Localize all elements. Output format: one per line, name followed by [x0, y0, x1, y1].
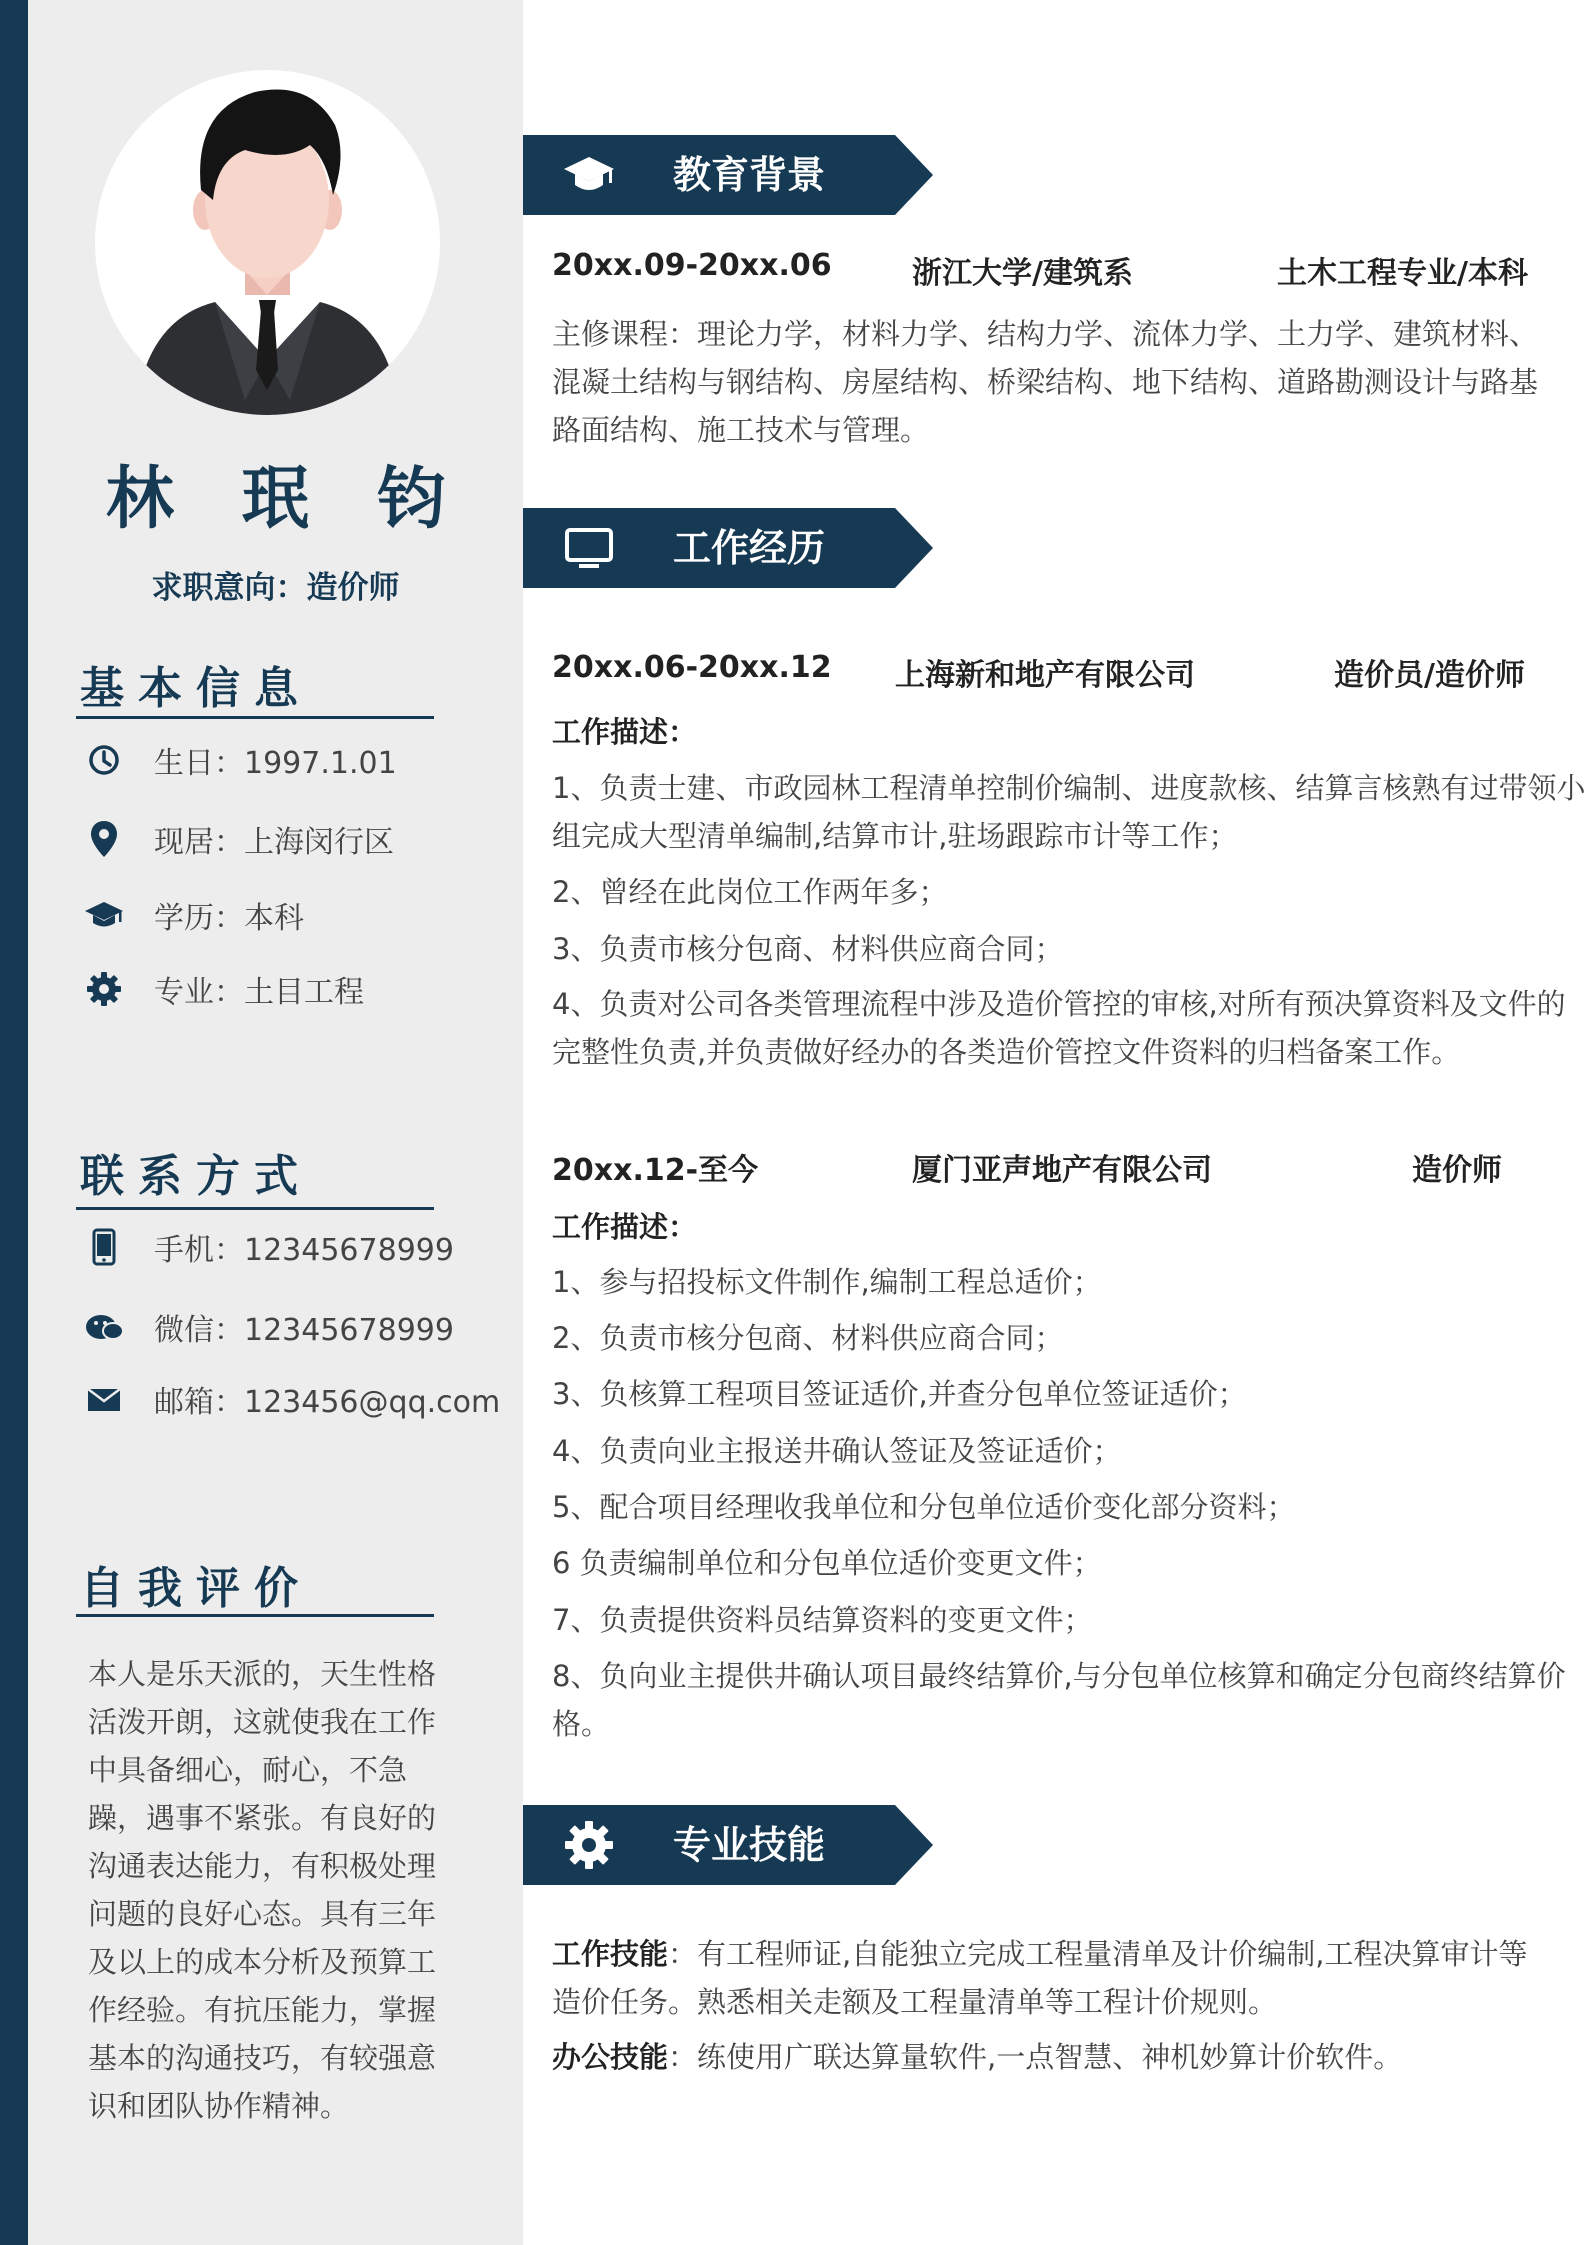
mail-icon: [84, 1379, 124, 1419]
job-2-company: 厦门亚声地产有限公司: [912, 1153, 1212, 1188]
basic-info-title: 基本信息: [80, 663, 312, 714]
education-row: [552, 248, 1527, 292]
contact-email-label: 邮箱：123456@qq.com: [154, 1385, 501, 1420]
candidate-name: 林 珉 钧: [105, 460, 468, 539]
contact-phone-label: 手机：12345678999: [154, 1233, 454, 1268]
phone-icon: [84, 1227, 124, 1267]
job-1-item-1-line-a: 1、负责士建、市政园林工程清单控制价编制、进度款核、结算言核熟有过带领小: [552, 771, 1586, 805]
info-education: [84, 893, 304, 937]
gear-icon: [563, 1819, 615, 1871]
education-major: 土木工程专业/本科: [1277, 256, 1528, 291]
skills-title: 专业技能: [673, 1823, 826, 1867]
skills-work-label: 工作技能: [552, 1937, 669, 1971]
self-eval-title: 自我评价: [80, 1563, 312, 1614]
skills-banner: [523, 1805, 933, 1885]
job-1-item-2: 2、曾经在此岗位工作两年多；: [552, 875, 948, 909]
job-1-row: [552, 650, 1527, 694]
info-residence-label: 现居：上海闵行区: [154, 825, 394, 860]
job-2-item-8-line-a: 8、负向业主提供井确认项目最终结算价,与分包单位核算和确定分包商终结算价: [552, 1659, 1566, 1693]
avatar: [95, 70, 440, 415]
basic-info-divider: [76, 716, 434, 719]
job-2-position: 造价师: [1412, 1153, 1502, 1188]
job-2-item-5: 5、配合项目经理收我单位和分包单位适价变化部分资料；: [552, 1490, 1296, 1524]
job-2-item-4: 4、负责向业主报送井确认签证及签证适价；: [552, 1434, 1122, 1468]
work-title: 工作经历: [673, 526, 826, 570]
wechat-icon: [84, 1307, 124, 1347]
education-date: 20xx.09-20xx.06: [552, 248, 832, 283]
info-major-label: 专业：土目工程: [154, 975, 364, 1010]
job-2-item-1: 1、参与招投标文件制作,编制工程总适价；: [552, 1265, 1102, 1299]
job-2-desc-label: 工作描述：: [552, 1210, 698, 1244]
job-1-date: 20xx.06-20xx.12: [552, 650, 832, 685]
contact-title: 联系方式: [80, 1151, 312, 1202]
graduation-cap-icon: [563, 149, 615, 201]
clock-icon: [84, 740, 124, 780]
job-2-item-6: 6 负责编制单位和分包单位适价变更文件；: [552, 1546, 1102, 1580]
skills-office: [552, 2033, 1547, 2081]
education-courses: 主修课程：理论力学，材料力学、结构力学、流体力学、土力学、建筑材料、混凝土结构与钢结构、房屋结构、桥梁结构、地下结构、道路勘测设计与路基路面结构、施工技术与管理。: [552, 317, 1539, 447]
self-eval-divider: [76, 1614, 434, 1617]
job-2-item-3: 3、负核算工程项目签证适价,并查分包单位签证适价；: [552, 1377, 1247, 1411]
left-accent-stripe: [0, 0, 28, 2245]
info-residence: [84, 817, 394, 861]
info-birthday-label: 生日：1997.1.01: [154, 746, 397, 781]
education-school: 浙江大学/建筑系: [912, 256, 1133, 291]
job-1-item-4-line-a: 4、负责对公司各类管理流程中涉及造价管控的审核,对所有预决算资料及文件的: [552, 987, 1566, 1021]
job-1-item-4-line-b: 完整性负责,并负责做好经办的各类造价管控文件资料的归档备案工作。: [552, 1035, 1461, 1069]
job-1-position: 造价员/造价师: [1334, 658, 1525, 693]
job-objective: 求职意向：造价师: [151, 570, 400, 606]
job-2-item-2: 2、负责市核分包商、材料供应商合同；: [552, 1321, 1064, 1355]
self-eval-text: 本人是乐天派的，天生性格活泼开朗，这就使我在工作中具备细心，耐心，不急躁，遇事不紧张。有良好的沟通表达能力，有积极处理问题的良好心态。具有三年及以上的成本分析及预算工作经验。有抗压能力，掌握基本的沟通技巧，有较强意识和团队协作精神。: [88, 1657, 437, 2123]
job-2-row: [552, 1145, 1527, 1189]
skills-office-label: 办公技能: [552, 2040, 669, 2074]
job-2-date: 20xx.12-至今: [552, 1153, 759, 1188]
job-1-desc-label: 工作描述：: [552, 715, 698, 749]
contact-phone: [84, 1225, 454, 1269]
location-pin-icon: [84, 819, 124, 859]
job-1-company: 上海新和地产有限公司: [895, 658, 1195, 693]
info-education-label: 学历：本科: [154, 901, 304, 936]
job-1-item-1-line-b: 组完成大型清单编制,结算市计,驻场跟踪市计等工作；: [552, 819, 1238, 853]
contact-wechat: [84, 1305, 454, 1349]
graduation-cap-icon: [84, 895, 124, 935]
education-title: 教育背景: [673, 153, 826, 197]
contact-email: [84, 1377, 500, 1421]
skills-work-text: ：有工程师证,自能独立完成工程量清单及计价编制,工程决算审计等造价任务。熟悉相关走额及工程量清单等工程计价规则。: [552, 1937, 1528, 2019]
skills-office-text: ：练使用广联达算量软件,一点智慧、神机妙算计价软件。: [668, 2040, 1403, 2074]
job-2-item-8-line-b: 格。: [552, 1707, 611, 1741]
job-2-item-7: 7、负责提供资料员结算资料的变更文件；: [552, 1603, 1093, 1637]
skills-work: [552, 1930, 1547, 2026]
work-banner: [523, 508, 933, 588]
info-birthday: [84, 738, 397, 782]
contact-divider: [76, 1207, 434, 1210]
monitor-icon: [563, 522, 615, 574]
gear-icon: [84, 969, 124, 1009]
contact-wechat-label: 微信：12345678999: [154, 1313, 454, 1348]
education-banner: [523, 135, 933, 215]
job-1-item-3: 3、负责市核分包商、材料供应商合同；: [552, 932, 1064, 966]
info-major: [84, 967, 364, 1011]
